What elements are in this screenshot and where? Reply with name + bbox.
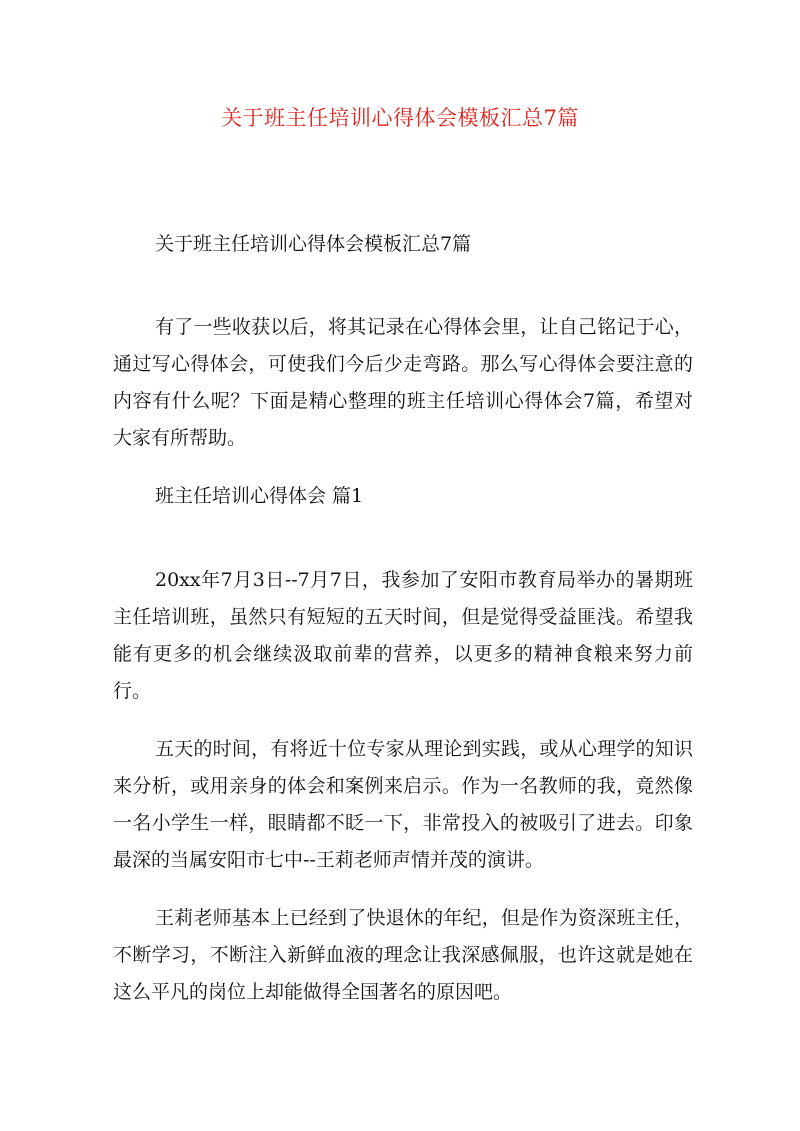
body-paragraph: 五天的时间，有将近十位专家从理论到实践，或从心理学的知识来分析，或用亲身的体会和案例来启示。作为一名教师的我，竟然像一名小学生一样，眼睛都不眨一下，非常投入的被吸引了进去。印象最深的当属安阳市七中--王莉老师声情并茂的演讲。 [113, 738, 693, 871]
section-heading: 班主任培训心得体会 篇1 [155, 485, 364, 507]
body-paragraph: 20xx年7月3日--7月7日，我参加了安阳市教育局举办的暑期班主任培训班，虽然只有短短的五天时间，但是觉得受益匪浅。希望我能有更多的机会继续汲取前辈的营养，以更多的精神食粮来努力前行。 [113, 569, 693, 702]
document-title: 关于班主任培训心得体会模板汇总7篇 [221, 106, 579, 130]
intro-paragraph: 有了一些收获以后，将其记录在心得体会里，让自己铭记于心，通过写心得体会，可使我们今后少走弯路。那么写心得体会要注意的内容有什么呢？下面是精心整理的班主任培训心得体会7篇，希望对大家有所帮助。 [113, 316, 693, 449]
document-subtitle: 关于班主任培训心得体会模板汇总7篇 [155, 233, 472, 255]
body-paragraph: 王莉老师基本上已经到了快退休的年纪，但是作为资深班主任，不断学习，不断注入新鲜血液的理念让我深感佩服，也许这就是她在这么平凡的岗位上却能做得全国著名的原因吧。 [113, 907, 693, 1003]
